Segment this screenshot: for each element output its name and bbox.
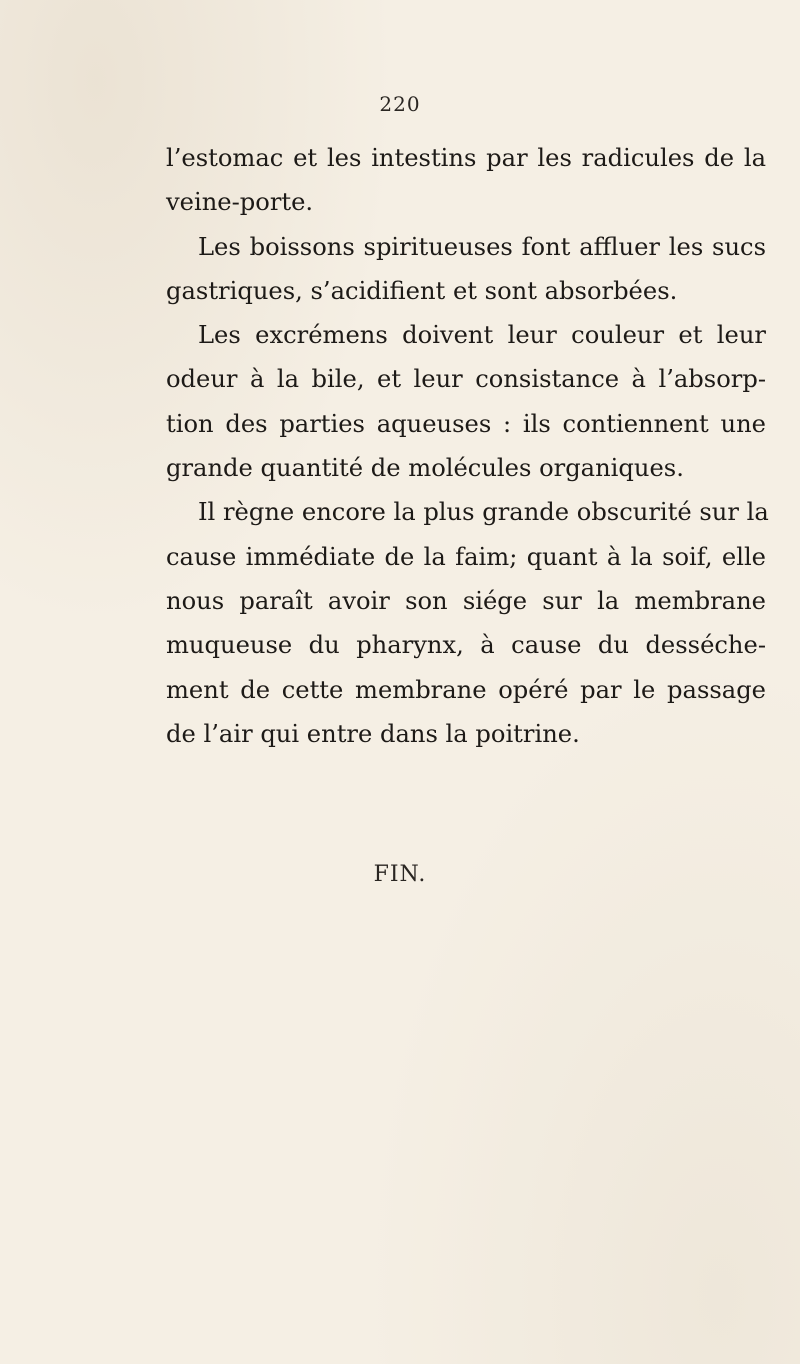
text-line: odeur à la bile, et leur consistance à l’absorp- bbox=[166, 365, 766, 394]
text-line: Les excrémens doivent leur couleur et leur bbox=[198, 321, 766, 350]
body-text bbox=[166, 136, 769, 756]
text-line: Les boissons spiritueuses font affluer les sucs bbox=[198, 232, 766, 261]
text-line: tion des parties aqueuses : ils contiennent une bbox=[166, 409, 766, 438]
text-line: gastriques, s’acidifient et sont absorbées. bbox=[166, 276, 678, 305]
text-line: l’estomac et les intestins par les radicules de la bbox=[166, 144, 766, 172]
text-line: veine-porte. bbox=[166, 188, 314, 217]
text-line: ment de cette membrane opéré par le passage bbox=[166, 675, 766, 704]
text-line: cause immédiate de la faim; quant à la soif, elle bbox=[166, 542, 766, 571]
text-line: Il règne encore la plus grande obscurité sur la bbox=[198, 498, 769, 527]
text-line: muqueuse du pharynx, à cause du desséche- bbox=[166, 631, 766, 660]
text-line: grande quantité de molécules organiques. bbox=[166, 454, 684, 483]
end-mark: FIN. bbox=[373, 862, 427, 887]
text-line: de l’air qui entre dans la poitrine. bbox=[166, 719, 580, 748]
page-number: 220 bbox=[379, 92, 421, 116]
text-line: nous paraît avoir son siége sur la membrane bbox=[166, 586, 766, 615]
